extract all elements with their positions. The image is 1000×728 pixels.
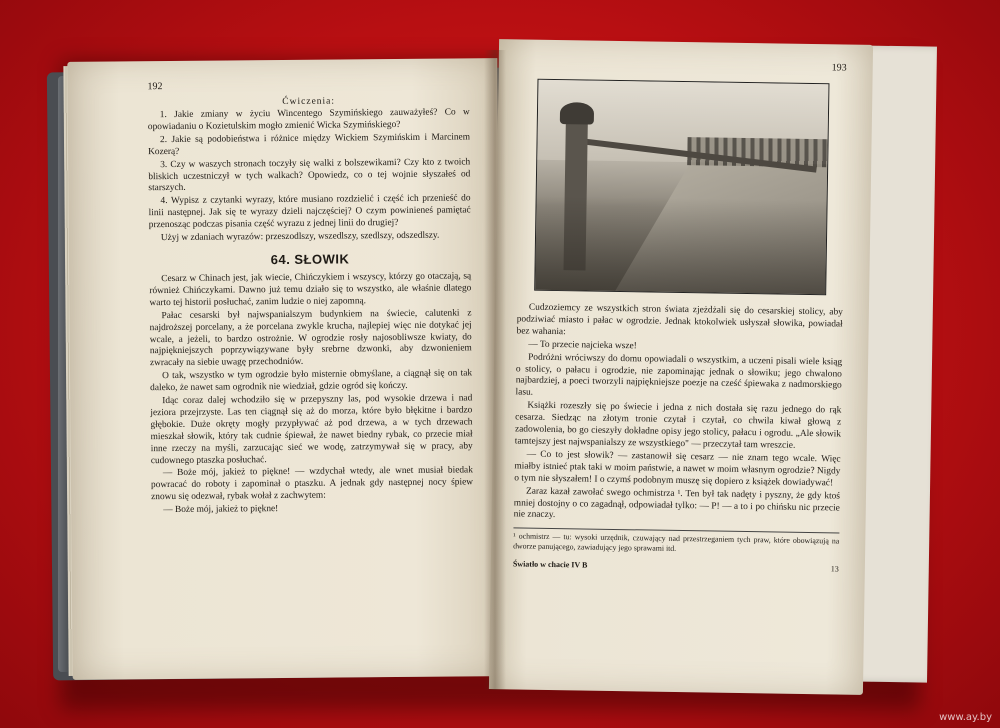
story-paragraph: Idąc coraz dalej wchodziło się w przepyszny las, pod wysokie drzewa i nad jeziora przejrzyste. Las ten ciągnął się aż do morza, które było błękitne i bardzo głębokie. Duże okręty mogły przypływać aż pod drzewa, a w tych drzewach mieszkał słowik, który tak cudnie śpiewał, że nawet biedny rybak, co przecie miał inne rzeczy na myśli, zarzucając sieć we wodę, zatrzymywał się w pracy, aby cudownego ptaszka posłuchać. — [150, 393, 473, 466]
illustration-shade — [535, 195, 826, 294]
illustration-lion-statue — [560, 102, 594, 125]
story-paragraph: — Boże mój, jakież to piękne! — [163, 504, 279, 516]
chapter-title: 64. SŁOWIK — [270, 251, 350, 268]
watermark: www.ay.by — [939, 712, 992, 723]
exercise-item: 4. Wypisz z czytanki wyrazy, które musiano rozdzielić i część ich przenieść do linii następnej. Jak się te wyrazy dzieli najczęściej? O czym powinieneś pamiętać przenosząc podczas pisania część wyrazu z jednej linii do drugiej? — [148, 193, 471, 231]
exercise-item: Użyj w zdaniach wyrazów: przeszodlszy, wszedlszy, szedlszy, odszedlszy. — [160, 230, 440, 244]
story-paragraph: Cudzoziemcy ze wszystkich stron świata zjeżdżali się do cesarskiej stolicy, aby podziwiać miasto i pałac w ogrodzie. Jednak ktokolwiek usłyszał słowika, powiadał bez wahania: — [516, 302, 843, 337]
left-page — [67, 58, 502, 680]
page-footer — [513, 560, 839, 574]
exercises-heading: Ćwiczenia: — [282, 96, 336, 108]
story-paragraph: Podróżni wróciwszy do domu opowiadali o wszystkim, a uczeni pisali wiele ksiąg o stolicy, o pałacu i ogrodzie, nie zapominając jednak o słowiku; jego chwalono najbardziej, a poeci tworzyli najpiękniejsze poezje na cześć śpiewaka z nadmorskiego lasu. — [515, 352, 843, 399]
story-paragraph: Zaraz kazał zawołać swego ochmistrza ¹. Ten był tak nadęty i pyszny, że gdy ktoś mniej dostojny o co zagadnął, odpowiadał tylko: — P! — a to i po chińsku nic przecie nie znaczy. — [513, 486, 841, 521]
story-paragraph: — To przecie najcieka wsze! — [528, 339, 637, 352]
story-paragraph: Cesarz w Chinach jest, jak wiecie, Chińczykiem i wszyscy, którzy go otaczają, są również Chińczykami. Dawno już temu działo się to wszystko, ale właśnie dlatego warto tej historii posłuchać, zanim ludzie o niej zapomną. — [149, 271, 472, 308]
story-paragraph: — Boże mój, jakież to piękne! — wzdychał wtedy, ale wnet musiał biedak powracać do roboty i zapominał o ptaszku. A jednak gdy następnej nocy śpiew znowu się odezwał, rybak wołał z zachwytem: — [150, 465, 474, 503]
book-gutter — [484, 50, 506, 690]
illustration-photo — [534, 79, 829, 296]
page-number: 192 — [147, 81, 163, 93]
right-page — [489, 39, 873, 695]
footer-signature: Światło w chacie IV B — [512, 559, 588, 570]
footnote: ¹ ochmistrz — tu: wysoki urzędnik, czuwający nad przestrzeganiem tych praw, które obowiązują na dworze panującego, zawiadujący jego sprawami itd. — [513, 528, 839, 557]
story-paragraph: Książki rozeszły się po świecie i jedna z nich dostała się razu jednego do rąk cesarza. Siedząc na złotym tronie czytał i czytał, co chwila kiwał głową z zadowolenia, bo go cieszyły dokładne opisy jego stolicy, pałacu i ogrodu. „Ale słowik tamtejszy jest najwspanialszy ze wszystkiego" — przeczytał tam wreszcie. — [514, 400, 842, 451]
story-paragraph: — Co to jest słowik? — zastanowił się cesarz — nie znam tego wcale. Więc miałby istnieć ptak taki w moim państwie, a nawet w moim własnym ogrodzie? Nigdy o tym nie słyszałem! I o czymś podobnym muszę się dopiero z książek dowiadywać! — [514, 449, 841, 489]
exercise-item: 1. Jakie zmiany w życiu Wincentego Szymińskiego zauważyłeś? Co w opowiadaniu o Kozietulskim mogło zmienić Wicka Szymińskiego? — [147, 107, 470, 133]
exercise-item: 3. Czy w waszych stronach toczyły się walki z bolszewikami? Czy kto z twoich bliskich uczestniczył w tych walkach? Opowiedz, co o tej wojnie słyszałeś od starszych. — [148, 157, 471, 194]
story-paragraph: Pałac cesarski był najwspanialszym budynkiem na świecie, calutenki z najdroższej porcelany, a że porcelana zwykle krucha, najlepiej więc nie dotykać jej wcale, a jeżeli, to bardzo ostrożnie. W ogrodzie rosły najosobliwsze kwiaty, do najpiękniejszych poprzywiązywane były srebrne dzwonki, aby dzwonieniem zwracały na siebie uwagę przechodniów. — [149, 308, 472, 369]
exercise-item: 2. Jakie są podobieństwa i różnice między Wickiem Szymińskim i Marcinem Kozerą? — [148, 132, 471, 157]
page-number: 193 — [831, 62, 847, 74]
sheet-number: 13 — [830, 564, 839, 574]
story-paragraph: O tak, wszystko w tym ogrodzie było misternie obmyślane, a ciągnął się on tak daleko, że nawet sam ogrodnik nie wiedział, gdzie ogród się kończy. — [150, 368, 473, 394]
